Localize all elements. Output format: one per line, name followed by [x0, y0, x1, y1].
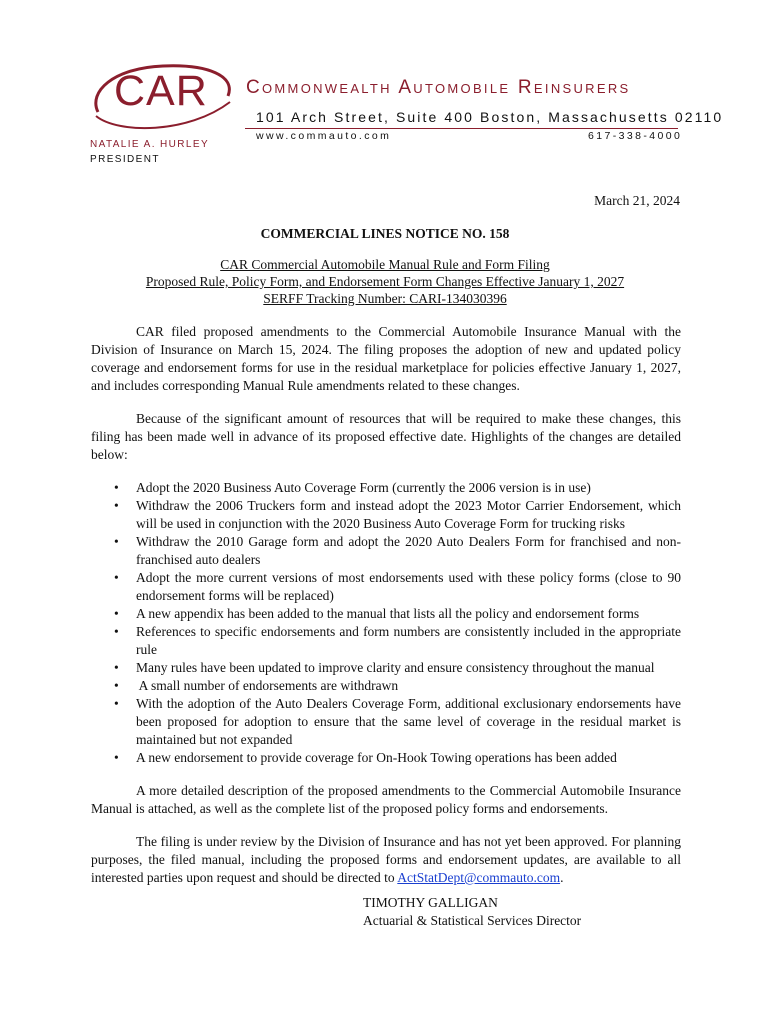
bullet-icon: •: [114, 570, 119, 585]
paragraph-details: A more detailed description of the proposed amendments to the Commercial Automobile Insurance Manual is attached, as well as the complete list of the proposed policy forms and endorsements.: [91, 783, 681, 816]
header-divider: [245, 128, 678, 129]
car-logo: [88, 62, 238, 134]
company-phone: 617-338-4000: [588, 130, 683, 142]
bullet-icon: •: [114, 606, 119, 621]
subject-line-2: Proposed Rule, Policy Form, and Endorsement Form Changes Effective January 1, 2027: [145, 274, 625, 289]
highlights-list: [91, 479, 681, 767]
list-item: • References to specific endorsements and form numbers are consistently included in the appropriate rule: [114, 624, 681, 657]
list-item: • With the adoption of the Auto Dealers Coverage Form, additional exclusionary endorsements have been proposed for adoption to ensure that the same level of coverage in the residual market is maintained but not expanded: [114, 696, 681, 747]
letter-body: [91, 323, 681, 902]
company-website: www.commauto.com: [256, 130, 392, 142]
list-item: • Many rules have been updated to improve clarity and ensure consistency throughout the manual: [114, 660, 655, 675]
signatory-title: Actuarial & Statistical Services Director: [363, 913, 582, 928]
company-name: Commonwealth Automobile Reinsurers: [246, 77, 631, 98]
bullet-icon: •: [114, 498, 119, 513]
subject-line-3: SERFF Tracking Number: CARI-134030396: [263, 291, 507, 306]
bullet-icon: •: [114, 696, 119, 711]
logo-text: CAR: [114, 67, 208, 115]
contact-email-link[interactable]: ActStatDept@commauto.com: [397, 870, 561, 885]
company-address: 101 Arch Street, Suite 400 Boston, Massachusetts 02110: [256, 109, 724, 125]
paragraph-contact: The filing is under review by the Division of Insurance and has not yet been approved. For planning purposes, the filed manual, including the proposed forms and endorsement updates, are available to all interested parties upon request and should be directed to ActStatDept@commauto.com.: [91, 834, 681, 885]
notice-title: COMMERCIAL LINES NOTICE NO. 158: [260, 226, 510, 241]
bullet-icon: •: [114, 678, 119, 693]
paragraph-intro: CAR filed proposed amendments to the Commercial Automobile Insurance Manual with the Division of Insurance on March 15, 2024. The filing proposes the adoption of new and updated policy coverage and endorsement forms for use in the residual marketplace for policies effective January 1, 2027, and includes corresponding Manual Rule amendments related to these changes.: [91, 324, 681, 393]
bullet-icon: •: [114, 534, 119, 549]
list-item: • A small number of endorsements are withdrawn: [114, 678, 399, 693]
signature-block: [363, 894, 581, 930]
list-item: • Withdraw the 2010 Garage form and adopt the 2020 Auto Dealers Form for franchised and non-franchised auto dealers: [114, 534, 681, 567]
subject-line-1: CAR Commercial Automobile Manual Rule and Form Filing: [220, 257, 550, 272]
president-name: NATALIE A. HURLEY: [90, 139, 210, 150]
bullet-icon: •: [114, 660, 119, 675]
signatory-name: TIMOTHY GALLIGAN: [363, 895, 498, 910]
subject-block: [0, 256, 770, 307]
list-item: • Adopt the more current versions of most endorsements used with these policy forms (close to 90 endorsement forms will be replaced): [114, 570, 681, 603]
bullet-icon: •: [114, 480, 119, 495]
list-item: • Withdraw the 2006 Truckers form and instead adopt the 2023 Motor Carrier Endorsement, which will be used in conjunction with the 2020 Business Auto Coverage Form for trucking risks: [114, 498, 681, 531]
list-item: • A new endorsement to provide coverage for On-Hook Towing operations has been added: [114, 750, 617, 765]
letter-date: March 21, 2024: [594, 193, 680, 208]
president-title: PRESIDENT: [90, 154, 160, 165]
list-item: • Adopt the 2020 Business Auto Coverage Form (currently the 2006 version is in use): [114, 480, 591, 495]
bullet-icon: •: [114, 750, 119, 765]
list-item: • A new appendix has been added to the manual that lists all the policy and endorsement forms: [114, 606, 640, 621]
bullet-icon: •: [114, 624, 119, 639]
paragraph-highlights-intro: Because of the significant amount of resources that will be required to make these changes, this filing has been made well in advance of its proposed effective date. Highlights of the changes are detailed below:: [91, 411, 681, 462]
